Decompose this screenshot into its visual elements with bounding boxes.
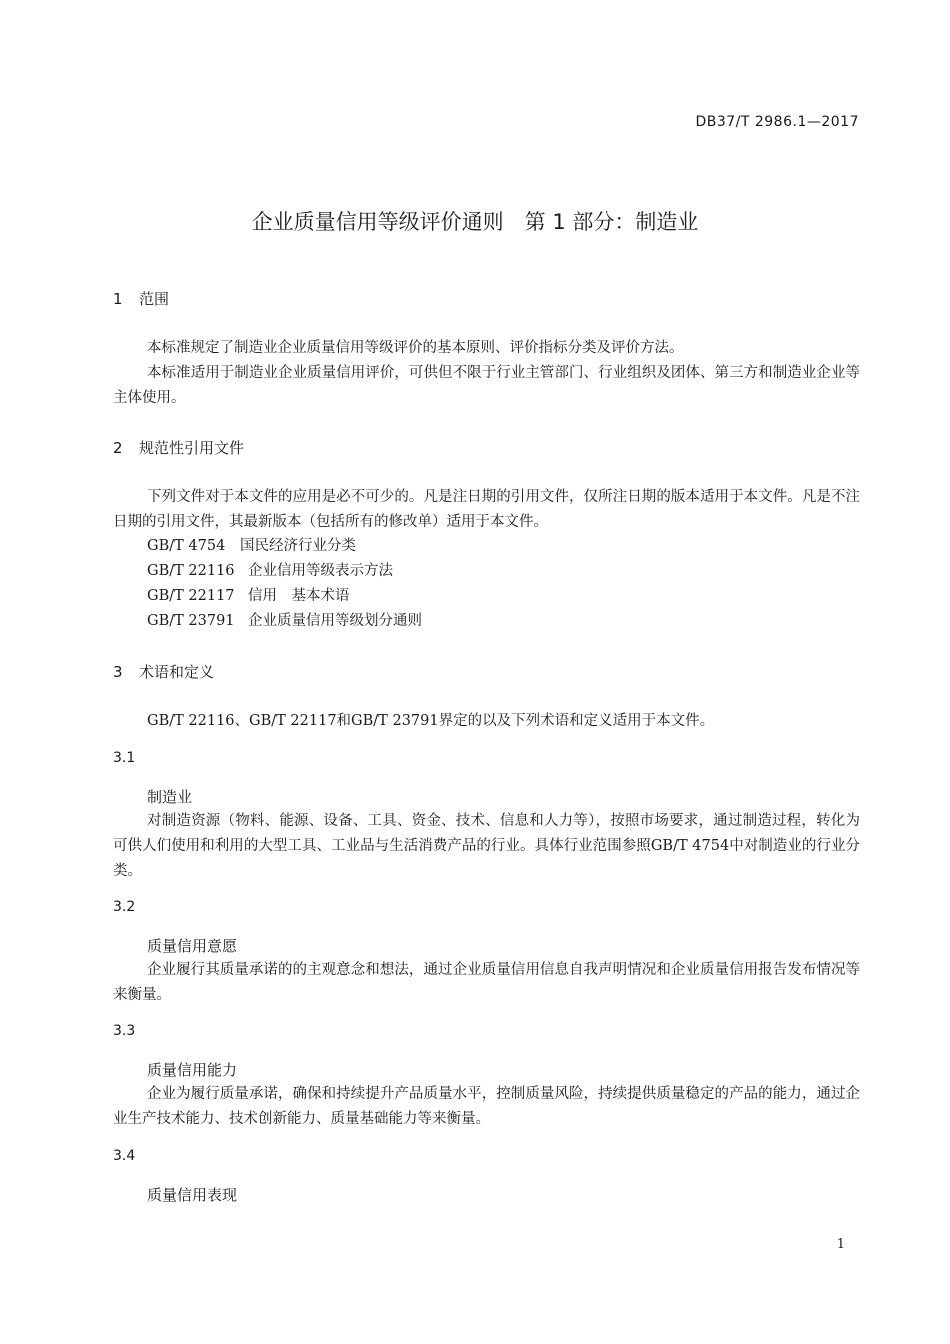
reference-code: GB/T 22117	[147, 588, 235, 604]
term-title: 质量信用能力	[147, 1061, 238, 1079]
section-number: 3	[113, 663, 123, 681]
section-title: 规范性引用文件	[139, 439, 245, 457]
section-heading-normative	[113, 437, 244, 458]
reference-code: GB/T 23791	[147, 613, 235, 629]
reference-item	[147, 609, 422, 634]
section-title: 范围	[139, 290, 170, 308]
term-definition: 企业为履行质量承诺，确保和持续提升产品质量水平，控制质量风险，持续提供质量稳定的产品的能力，通过企业生产技术能力、技术创新能力、质量基础能力等来衡量。	[113, 1086, 860, 1127]
reference-name: 企业质量信用等级划分通则	[248, 613, 422, 629]
normative-intro: 下列文件对于本文件的应用是必不可少的。凡是注日期的引用文件，仅所注日期的版本适用于本文件。凡是不注日期的引用文件，其最新版本（包括所有的修改单）适用于本文件。	[113, 489, 860, 530]
section-number: 2	[113, 439, 123, 457]
reference-name: 国民经济行业分类	[240, 538, 356, 554]
reference-item	[147, 534, 356, 559]
page-number: 1	[836, 1237, 845, 1252]
reference-item	[147, 559, 393, 584]
term-definition: 对制造资源（物料、能源、设备、工具、资金、技术、信息和人力等），按照市场要求，通过制造过程，转化为可供人们使用和利用的大型工具、工业品与生活消费产品的行业。具体行业范围参照GB/T 4754中对制造业的行业分类。	[113, 813, 860, 879]
section-title: 术语和定义	[139, 663, 215, 681]
terms-intro: GB/T 22116、GB/T 22117和GB/T 23791界定的以及下列术语和定义适用于本文件。	[147, 713, 715, 729]
term-definition: 企业履行其质量承诺的的主观意念和想法，通过企业质量信用信息自我声明情况和企业质量信用报告发布情况等来衡量。	[113, 962, 860, 1003]
term-title: 质量信用意愿	[147, 937, 238, 955]
section-heading-scope	[113, 288, 169, 309]
term-title: 质量信用表现	[147, 1186, 238, 1204]
reference-code: GB/T 22116	[147, 563, 235, 579]
term-number: 3.3	[113, 1023, 136, 1039]
section-heading-terms	[113, 661, 214, 682]
standard-code: DB37/T 2986.1—2017	[695, 114, 859, 130]
reference-item	[147, 584, 350, 609]
term-number: 3.1	[113, 750, 136, 766]
term-number: 3.2	[113, 899, 136, 915]
term-number: 3.4	[113, 1148, 136, 1164]
reference-name: 信用 基本术语	[248, 588, 350, 604]
document-title: 企业质量信用等级评价通则 第 1 部分：制造业	[251, 210, 699, 234]
scope-paragraph-1: 本标准规定了制造业企业质量信用等级评价的基本原则、评价指标分类及评价方法。	[147, 340, 684, 356]
section-number: 1	[113, 290, 123, 308]
reference-code: GB/T 4754	[147, 538, 226, 554]
reference-name: 企业信用等级表示方法	[248, 563, 393, 579]
term-title: 制造业	[147, 788, 193, 806]
scope-paragraph-2: 本标准适用于制造业企业质量信用评价，可供但不限于行业主管部门、行业组织及团体、第三方和制造业企业等主体使用。	[113, 365, 860, 406]
